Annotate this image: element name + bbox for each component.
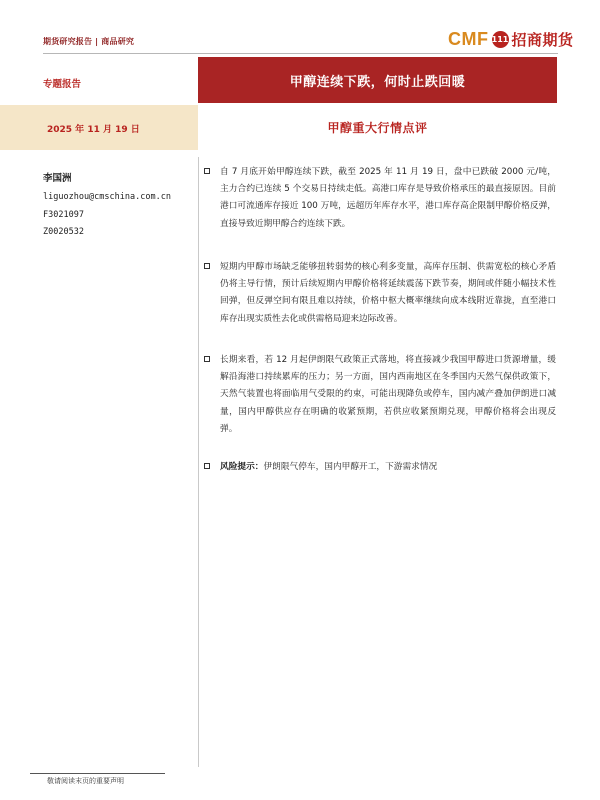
company-logo <box>448 28 574 50</box>
checkbox-bullet-icon <box>204 263 210 269</box>
author-cert-f: F3021097 <box>43 210 84 220</box>
author-cert-z: Z0020532 <box>43 227 84 237</box>
bullet-text: 长期来看，若 12 月起伊朗限气政策正式落地，将直接减少我国甲醇进口货源增量，缓解沿海港口持续累库的压力；另一方面，国内西南地区在冬季国内天然气保供政策下，天然气装置也将面临用气受限的约束，可能出现降负或停车，国内减产叠加伊朗进口减量，国内甲醇供应存在明确的收紧预期，若供应收紧预期兑现，甲醇价格将会出现反弹。 <box>220 355 556 434</box>
footer-divider <box>30 773 165 774</box>
author-name: 李国洲 <box>43 173 72 184</box>
page-subtitle: 甲醇重大行情点评 <box>327 121 428 135</box>
bullet-item <box>204 259 556 328</box>
author-email: liguozhou@cmschina.com.cn <box>43 192 171 202</box>
risk-text <box>220 459 437 476</box>
bullet-text: 自 7 月底开始甲醇连续下跌，截至 2025 年 11 月 19 日，盘中已跌破 2000 元/吨，主力合约已连续 5 个交易日持续走低。高港口库存是导致价格承压的最直接原因。目前港口可流通库存接近 100 万吨，远超历年库存水平，港口库存高企限制甲醇价格反弹，直接导致近期甲醇合约连续下跌。 <box>220 167 556 229</box>
bullet-text: 短期内甲醇市场缺乏能够扭转弱势的核心利多变量，高库存压制、供需宽松的核心矛盾仍将主导行情，预计后续短期内甲醇价格将延续震荡下跌节奏，期间或伴随小幅技术性回弹，但反弹空间有限且难以持续，价格中枢大概率继续向成本线附近靠拢，直至港口库存出现实质性去化或供需格局迎来边际改善。 <box>220 262 556 324</box>
page-title: 甲醇连续下跌，何时止跌回暖 <box>289 74 466 90</box>
footer-disclaimer: 敬请阅读末页的重要声明 <box>47 777 124 785</box>
report-date: 2025 年 11 月 19 日 <box>47 125 140 135</box>
logo-cmf-text: CMF <box>448 28 489 49</box>
header-divider <box>43 53 558 54</box>
column-divider <box>198 157 199 767</box>
risk-item <box>204 459 556 476</box>
checkbox-bullet-icon <box>204 168 210 174</box>
bullet-item <box>204 352 556 438</box>
logo-seal-icon: 111 <box>492 31 509 48</box>
logo-brand-name: 招商期货 <box>511 30 574 49</box>
report-series-label: 期货研究报告 | 商品研究 <box>43 37 135 46</box>
report-type-label: 专题报告 <box>43 79 82 90</box>
checkbox-bullet-icon <box>204 463 210 469</box>
checkbox-bullet-icon <box>204 356 210 362</box>
risk-content: 伊朗限气停车，国内甲醇开工，下游需求情况 <box>263 462 438 472</box>
bullet-item <box>204 164 556 233</box>
risk-label: 风险提示： <box>220 462 264 472</box>
